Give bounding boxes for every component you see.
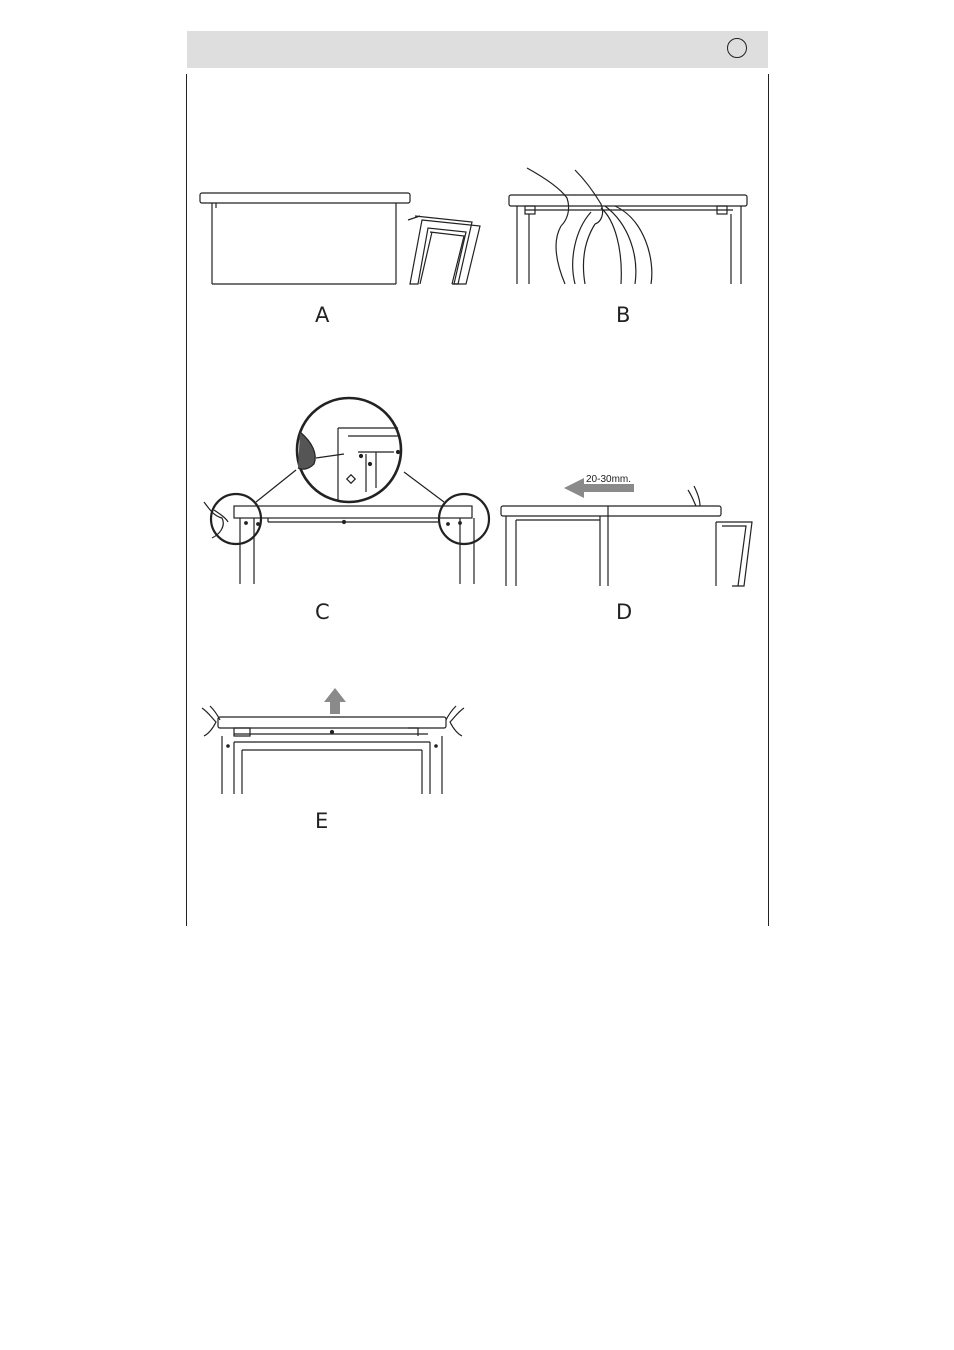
figure-e bbox=[198, 686, 468, 798]
dimension-label: 20-30mm. bbox=[586, 474, 632, 485]
worktop-removed-icon bbox=[196, 180, 496, 290]
figure-label-c: C bbox=[315, 600, 330, 624]
figure-label-d: D bbox=[616, 600, 633, 624]
push-worktop-back-icon bbox=[498, 470, 758, 590]
figure-label-e: E bbox=[315, 809, 329, 833]
page-header-bar bbox=[187, 31, 768, 68]
figure-b bbox=[505, 160, 755, 290]
figure-label-b: B bbox=[616, 303, 631, 327]
frame-right-border bbox=[768, 74, 769, 926]
language-badge-icon bbox=[727, 38, 747, 58]
figure-c bbox=[198, 392, 498, 592]
figure-d bbox=[498, 470, 758, 590]
up-arrow-icon bbox=[324, 688, 346, 714]
corner-screws-detail-icon bbox=[198, 392, 498, 592]
frame-left-border bbox=[186, 74, 187, 926]
figure-a bbox=[196, 180, 496, 290]
hand-unscrewing-icon bbox=[505, 160, 755, 290]
lift-worktop-icon bbox=[198, 686, 468, 798]
figure-label-a: A bbox=[315, 303, 330, 327]
